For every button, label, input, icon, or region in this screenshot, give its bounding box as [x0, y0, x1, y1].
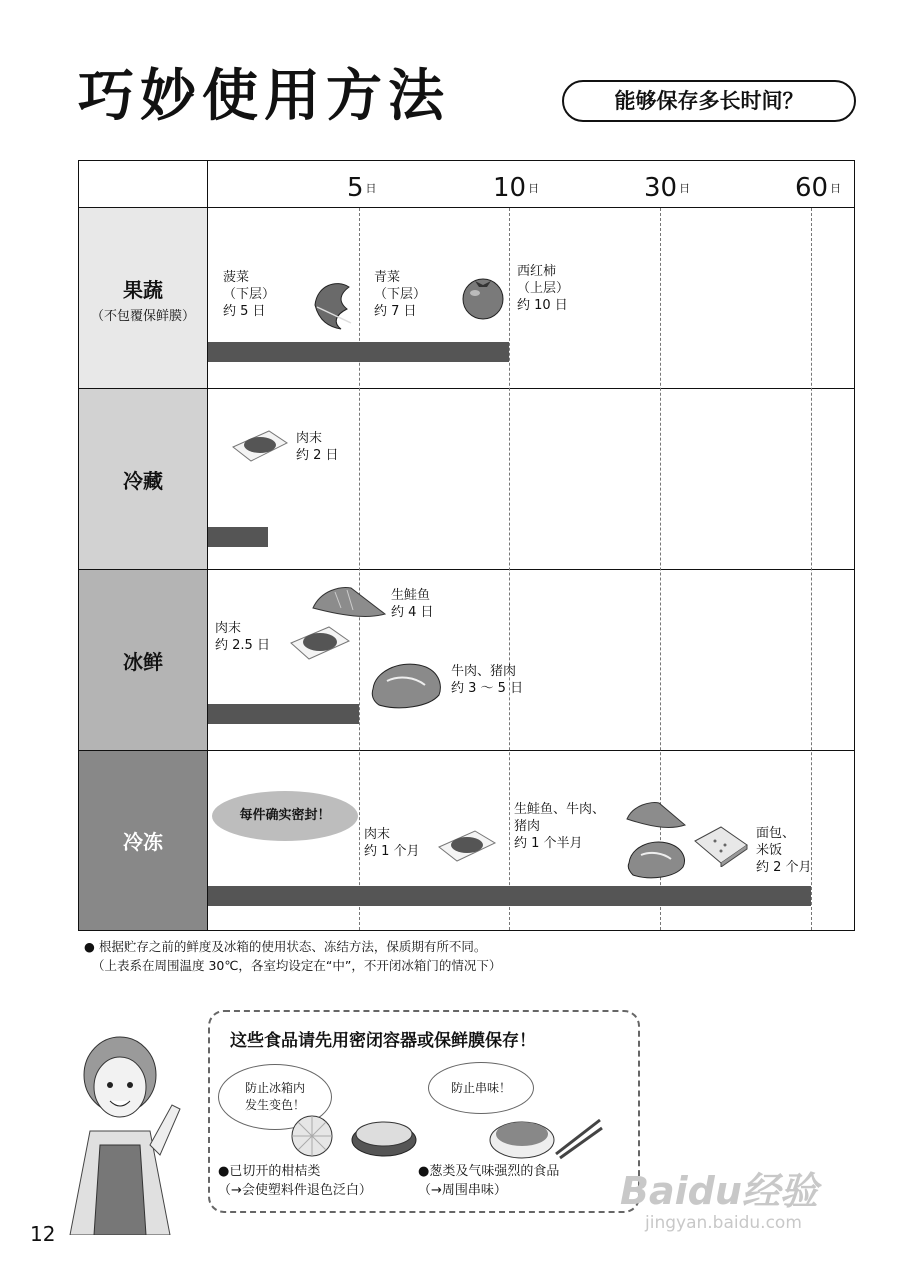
beef-icon	[625, 837, 689, 883]
chilled-mince-label: 肉末 约 2 日	[296, 431, 339, 463]
duration-bar	[208, 342, 509, 362]
tip-bubble-1: 防止冰箱内 发生变色！	[218, 1064, 332, 1130]
gridline-10	[509, 208, 510, 930]
row-name: 冰鲜	[123, 650, 163, 674]
page-title: 巧妙使用方法	[78, 64, 450, 129]
row-header-frozen	[79, 751, 207, 930]
duration-bar	[208, 704, 359, 724]
fresh-salmon-label: 生鲑鱼 约 4 日	[391, 588, 434, 620]
frozen-mince-label: 肉末 约 1 个月	[364, 827, 420, 859]
frozen-bread-label: 面包、 米饭 约 2 个月	[756, 826, 812, 875]
mince-icon	[287, 623, 351, 661]
divider	[79, 388, 854, 389]
row-name: 冷冻	[123, 830, 163, 854]
day-label-60: 60 日	[795, 173, 842, 203]
watermark-brand: Baidu经验	[620, 1169, 818, 1213]
fresh-beef-label: 牛肉、猪肉 约 3 ～ 5 日	[451, 664, 524, 696]
row-name: 果蔬	[123, 277, 163, 302]
tip-item-onion: ●葱类及气味强烈的食品 （→周围串味）	[418, 1164, 560, 1198]
greens-label: 青菜 （下层） 约 7 日	[374, 270, 427, 319]
woman-illustration	[60, 1035, 210, 1235]
salmon-icon	[625, 799, 687, 831]
mince-icon	[435, 827, 497, 863]
day-label-5: 5 日	[347, 173, 377, 203]
gridline-5	[359, 208, 360, 930]
note-line-1: ● 根据贮存之前的鲜度及冰箱的使用状态、冻结方法，保质期有所不同。	[84, 939, 487, 954]
duration-bar	[208, 527, 268, 547]
tip-title: 这些食品请先用密闭容器或保鲜膜保存！	[230, 1031, 536, 1051]
salmon-icon	[311, 584, 387, 622]
frozen-meat-label: 生鲑鱼、牛肉、 猪肉 约 1 个半月	[514, 802, 606, 851]
tip-item-citrus: ●已切开的柑桔类 （→会使塑料件退色泛白）	[218, 1164, 372, 1198]
tip-box	[208, 1010, 640, 1213]
tip-bubble-2: 防止串味！	[428, 1062, 534, 1114]
day-label-10: 10 日	[493, 173, 540, 203]
onion-dish-icon	[486, 1104, 606, 1164]
beef-icon	[369, 659, 445, 713]
gridline-60	[811, 208, 812, 930]
day-label-30: 30 日	[644, 173, 691, 203]
citrus-icon	[284, 1110, 424, 1160]
row-header-chilled	[79, 389, 207, 570]
mince-icon	[229, 427, 289, 463]
divider	[79, 207, 854, 208]
watermark-url: jingyan.baidu.com	[645, 1213, 802, 1233]
row-name: 冷藏	[123, 469, 163, 493]
spinach-icon	[307, 275, 357, 331]
storage-table	[78, 160, 855, 931]
row-subname: （不包覆保鲜膜）	[90, 308, 195, 324]
spinach-label: 菠菜 （下层） 约 5 日	[223, 270, 276, 319]
row-header-produce	[79, 208, 207, 389]
page-number: 12	[30, 1222, 56, 1246]
fresh-mince-label: 肉末 约 2.5 日	[215, 621, 270, 653]
seal-note: 每件确实密封！	[212, 791, 358, 841]
duration-bar	[208, 886, 811, 906]
tomato-label: 西红柿 （上层） 约 10 日	[517, 264, 570, 313]
divider	[79, 569, 854, 570]
bread-icon	[691, 821, 751, 867]
storage-time-heading: 能够保存多长时间？	[562, 80, 856, 122]
divider	[79, 750, 854, 751]
row-header-fresh	[79, 570, 207, 751]
note-line-2: （上表系在周围温度 30℃，各室均设定在“中”，不开闭冰箱门的情况下）	[92, 958, 502, 973]
tomato-icon	[459, 273, 507, 321]
